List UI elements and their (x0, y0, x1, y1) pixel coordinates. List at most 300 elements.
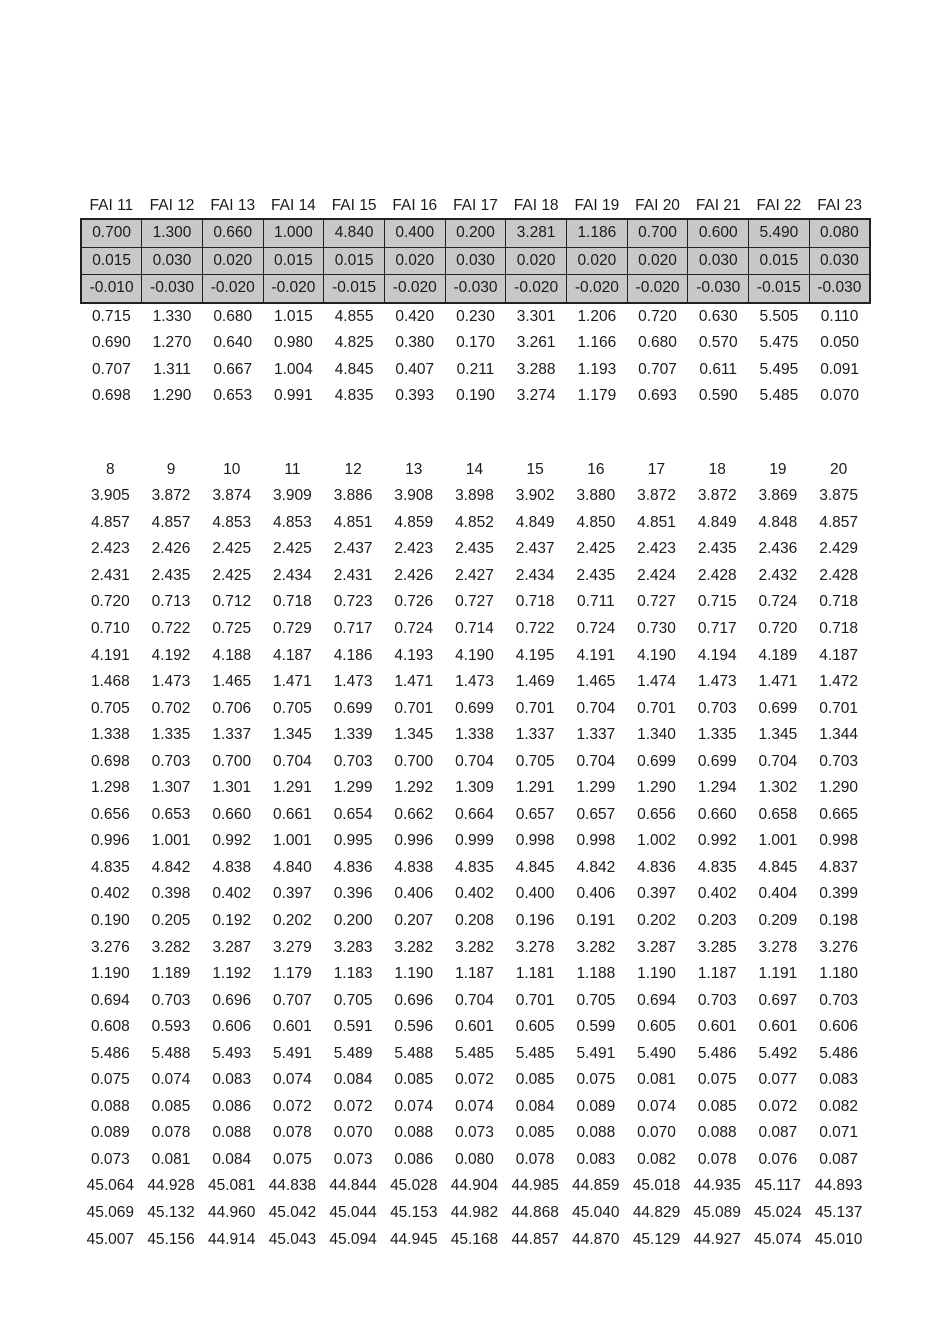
measurement-cell: 0.722 (515, 620, 555, 637)
measurement-cell: 0.198 (819, 912, 859, 930)
tolerance-cell: 1.193 (577, 360, 617, 378)
measurement-cell: 45.094 (329, 1230, 377, 1248)
measurement-row (80, 616, 869, 643)
tolerance-cell: 0.611 (699, 360, 738, 378)
measurement-cell: 0.078 (151, 1124, 191, 1142)
measurement-cell: 0.724 (758, 593, 798, 611)
measurement-cell: 45.018 (632, 1177, 681, 1195)
measurement-cell: 0.085 (151, 1097, 191, 1115)
measurement-cell: 3.278 (758, 938, 798, 956)
sample-column-header: 17 (647, 461, 666, 478)
measurement-cell: 0.606 (819, 1018, 859, 1036)
measurement-cell: 45.168 (450, 1230, 499, 1248)
measurement-cell: 1.339 (333, 726, 373, 744)
tolerance-cell: 0.393 (395, 387, 435, 405)
measurement-row (80, 908, 869, 935)
measurement-row (80, 1120, 869, 1147)
spec-limit-cell: 1.000 (263, 219, 324, 247)
spec-limit-cell: 0.700 (627, 219, 688, 247)
measurement-cell: 3.287 (637, 938, 676, 956)
measurement-cell: 0.200 (333, 912, 373, 930)
measurement-cell: 0.085 (394, 1071, 434, 1089)
tolerance-cell: 1.166 (577, 334, 617, 352)
measurement-cell: 4.852 (455, 513, 494, 531)
measurement-cell: 3.282 (576, 938, 616, 956)
fai-column-header: FAI 14 (271, 196, 316, 214)
tolerance-cell: 4.855 (334, 307, 374, 325)
measurement-cell: 0.699 (697, 752, 737, 770)
measurement-cell: 0.701 (515, 991, 555, 1009)
measurement-cell: 2.437 (333, 540, 373, 558)
fai-column-header: FAI 11 (89, 196, 134, 214)
measurement-cell: 0.996 (394, 832, 434, 850)
measurement-cell: 0.599 (576, 1018, 616, 1036)
measurement-cell: 1.183 (333, 965, 373, 983)
fai-column-header: FAI 21 (695, 196, 741, 214)
spec-limit-cell: 4.840 (324, 219, 385, 247)
measurement-cell: 44.985 (511, 1177, 559, 1195)
measurement-cell: 2.428 (697, 566, 737, 584)
measurement-cell: 44.935 (693, 1177, 741, 1195)
spec-limit-cell: 0.660 (202, 219, 263, 247)
measurement-cell: 0.703 (819, 991, 859, 1009)
tolerance-cell: 0.720 (638, 307, 677, 325)
measurement-cell: 45.044 (329, 1204, 377, 1222)
measurement-cell: 0.601 (758, 1018, 798, 1036)
measurement-cell: 1.188 (576, 965, 616, 983)
measurement-cell: 0.397 (273, 885, 312, 903)
measurement-row (80, 1040, 869, 1067)
spec-limit-row (81, 247, 870, 275)
measurement-cell: 4.837 (819, 858, 859, 876)
measurement-cell: 5.486 (90, 1044, 130, 1062)
measurement-cell: 2.429 (819, 540, 859, 558)
measurement-cell: 3.285 (697, 938, 737, 956)
measurement-cell: 44.844 (329, 1177, 377, 1195)
measurement-cell: 1.338 (90, 726, 130, 744)
spec-limit-cell: 0.020 (627, 247, 688, 275)
measurement-cell: 45.137 (814, 1204, 863, 1222)
spec-limits-table (80, 193, 871, 410)
tolerance-cell: 0.698 (91, 387, 131, 405)
measurement-cell: 0.086 (212, 1097, 252, 1115)
measurement-cell: 1.335 (697, 726, 737, 744)
measurement-cell: 0.070 (333, 1124, 373, 1142)
spec-limit-cell: -0.010 (81, 275, 142, 303)
spec-limit-cell: 0.020 (384, 247, 445, 275)
measurement-cell: 0.700 (394, 752, 434, 770)
measurement-cell: 1.473 (697, 673, 737, 691)
measurement-cell: 0.082 (819, 1097, 859, 1115)
measurement-cell: 0.605 (515, 1018, 555, 1036)
spec-limit-cell: -0.030 (142, 275, 203, 303)
measurement-cell: 1.294 (697, 779, 737, 797)
measurement-cell: 2.436 (758, 540, 798, 558)
measurement-cell: 0.074 (273, 1071, 312, 1089)
measurement-row (80, 483, 869, 510)
measurement-cell: 44.838 (268, 1177, 317, 1195)
measurement-cell: 0.202 (273, 912, 312, 930)
fai-column-header: FAI 18 (513, 196, 559, 214)
measurement-cell: 0.398 (151, 885, 191, 903)
spec-limit-cell: 0.020 (506, 247, 567, 275)
measurement-cell: 5.493 (212, 1044, 252, 1062)
measurement-cell: 2.431 (90, 566, 130, 584)
fai-column-header: FAI 19 (574, 196, 620, 214)
measurement-row (80, 987, 869, 1014)
measurement-cell: 0.727 (637, 593, 676, 611)
measurement-cell: 4.187 (273, 646, 312, 664)
measurement-cell: 0.704 (455, 991, 494, 1009)
measurement-cell: 1.181 (515, 965, 555, 983)
measurement-cell: 0.404 (758, 885, 798, 903)
spec-limit-cell: -0.020 (506, 275, 567, 303)
measurement-cell: 3.874 (212, 487, 252, 505)
measurement-cell: 3.282 (151, 938, 191, 956)
measurement-cell: 1.465 (576, 673, 616, 691)
sample-column-header: 13 (405, 461, 423, 478)
measurement-cell: 45.069 (86, 1204, 135, 1222)
spec-limit-cell: -0.020 (202, 275, 263, 303)
spec-limit-cell: 3.281 (506, 219, 567, 247)
measurement-cell: 2.425 (212, 566, 252, 584)
tolerance-cell: 0.407 (395, 360, 435, 378)
measurement-cell: 0.665 (819, 805, 859, 823)
measurement-cell: 3.279 (273, 938, 312, 956)
tolerance-cell: 0.707 (638, 360, 677, 378)
measurement-cell: 1.345 (273, 726, 312, 744)
measurement-cell: 1.469 (515, 673, 555, 691)
measurement-cell: 1.337 (515, 726, 555, 744)
measurement-cell: 4.840 (273, 858, 312, 876)
measurement-cell: 2.434 (273, 566, 312, 584)
measurement-cell: 1.473 (455, 673, 494, 691)
measurement-cell: 0.718 (273, 593, 312, 611)
measurement-cell: 0.705 (90, 699, 130, 717)
measurement-cell: 0.656 (90, 805, 130, 823)
fai-column-header: FAI 20 (635, 196, 680, 214)
measurement-cell: 1.187 (455, 965, 494, 983)
measurement-cell: 0.402 (697, 885, 737, 903)
measurement-cell: 0.071 (819, 1124, 859, 1142)
measurement-cell: 4.857 (151, 513, 191, 531)
measurement-cell: 0.696 (394, 991, 434, 1009)
measurement-cell: 0.718 (819, 593, 859, 611)
measurement-cell: 3.869 (758, 487, 798, 505)
measurement-cell: 3.908 (394, 487, 434, 505)
tolerance-cell: 3.274 (516, 387, 556, 405)
tolerance-row (81, 357, 870, 384)
measurement-row (80, 855, 869, 882)
measurement-cell: 0.083 (576, 1150, 616, 1168)
measurement-cell: 1.344 (819, 726, 859, 744)
sample-column-header: 15 (526, 461, 544, 478)
tolerance-cell: 4.845 (334, 360, 374, 378)
measurement-row (80, 563, 869, 590)
measurement-cell: 1.002 (637, 832, 676, 850)
spec-limit-cell: 0.020 (202, 247, 263, 275)
measurement-cell: 0.995 (333, 832, 373, 850)
measurement-cell: 1.299 (576, 779, 616, 797)
measurement-cell: 1.468 (90, 673, 130, 691)
measurement-cell: 0.088 (90, 1097, 130, 1115)
measurement-cell: 1.290 (819, 779, 859, 797)
measurement-cell: 0.705 (515, 752, 555, 770)
measurement-cell: 44.893 (814, 1177, 863, 1195)
measurement-row (80, 642, 869, 669)
measurement-cell: 2.425 (273, 540, 312, 558)
measurement-cell: 44.960 (208, 1204, 256, 1222)
spec-limit-cell: -0.030 (445, 275, 506, 303)
spec-limit-cell: 0.030 (445, 247, 506, 275)
measurement-cell: 5.488 (151, 1044, 191, 1062)
measurement-cell: 0.999 (455, 832, 494, 850)
sample-column-header: 12 (344, 461, 362, 478)
measurement-cell: 2.434 (515, 566, 555, 584)
measurement-cell: 0.704 (576, 699, 616, 717)
measurement-cell: 45.024 (754, 1204, 802, 1222)
measurement-cell: 4.857 (819, 513, 859, 531)
spec-limit-cell: 0.020 (567, 247, 628, 275)
tolerance-cell: 0.070 (820, 387, 859, 405)
measurement-cell: 0.205 (151, 912, 191, 930)
measurement-cell: 0.078 (273, 1124, 312, 1142)
measurement-row (80, 1067, 869, 1094)
measurement-cell: 0.087 (758, 1124, 798, 1142)
spec-limit-cell: 0.015 (263, 247, 324, 275)
measurement-cell: 4.842 (151, 858, 191, 876)
measurement-cell: 0.696 (212, 991, 252, 1009)
measurement-cell: 0.601 (273, 1018, 312, 1036)
measurement-cell: 5.489 (333, 1044, 373, 1062)
measurement-cell: 0.998 (515, 832, 555, 850)
measurement-cell: 0.717 (333, 620, 373, 637)
measurement-cell: 0.073 (90, 1150, 130, 1168)
measurement-cell: 5.490 (637, 1044, 676, 1062)
measurement-cell: 0.402 (90, 885, 130, 903)
sample-column-header: 14 (465, 461, 484, 478)
measurement-cell: 1.473 (151, 673, 191, 691)
sample-column-header: 9 (166, 461, 176, 478)
tolerance-cell: 0.190 (456, 387, 495, 405)
measurement-cell: 0.661 (273, 805, 312, 823)
spec-limit-cell: 0.700 (81, 219, 142, 247)
spec-limit-cell: -0.020 (627, 275, 688, 303)
measurement-cell: 1.292 (394, 779, 434, 797)
measurement-cell: 0.727 (455, 593, 494, 611)
measurement-cell: 45.129 (632, 1230, 681, 1248)
measurement-cell: 1.474 (637, 673, 676, 691)
measurement-cell: 1.190 (90, 965, 130, 983)
tolerance-cell: 0.991 (274, 387, 313, 405)
measurement-cell: 0.699 (758, 699, 798, 717)
data-header-row (80, 457, 869, 483)
measurement-cell: 0.086 (394, 1150, 434, 1168)
measurement-cell: 0.662 (394, 805, 434, 823)
measurement-cell: 4.187 (819, 646, 859, 664)
measurement-cell: 0.196 (515, 912, 555, 930)
measurement-cell: 3.898 (455, 487, 494, 505)
measurement-cell: 0.718 (515, 593, 555, 611)
measurement-cell: 4.189 (758, 646, 798, 664)
measurement-cell: 4.191 (576, 646, 616, 664)
measurement-cell: 0.714 (455, 620, 494, 637)
tolerance-cell: 0.707 (91, 360, 131, 378)
measurement-cell: 2.435 (697, 540, 737, 558)
measurement-row (80, 695, 869, 722)
measurement-cell: 0.077 (758, 1071, 798, 1089)
measurement-cell: 4.836 (333, 858, 373, 876)
measurement-cell: 0.192 (212, 912, 252, 930)
measurement-row (80, 775, 869, 802)
tolerance-cell: 0.050 (820, 334, 859, 352)
measurement-cell: 0.399 (819, 885, 859, 903)
measurement-cell: 4.849 (515, 513, 555, 531)
measurement-cell: 2.437 (515, 540, 555, 558)
measurement-cell: 0.075 (273, 1150, 312, 1168)
measurement-cell: 2.432 (758, 566, 798, 584)
measurement-cell: 0.701 (819, 699, 859, 717)
measurement-cell: 45.074 (754, 1230, 802, 1248)
measurement-cell: 3.278 (515, 938, 555, 956)
measurement-cell: 0.705 (576, 991, 616, 1009)
measurement-cell: 0.657 (576, 805, 616, 823)
measurement-cell: 2.425 (576, 540, 616, 558)
tolerance-cell: 0.380 (395, 334, 435, 352)
measurement-cell: 0.701 (394, 699, 434, 717)
measurement-cell: 3.872 (697, 487, 737, 505)
measurement-cell: 0.073 (455, 1124, 494, 1142)
measurement-cell: 0.998 (819, 832, 859, 850)
measurement-cell: 4.857 (90, 513, 130, 531)
measurement-cell: 0.400 (515, 885, 555, 903)
measurement-cell: 0.723 (333, 593, 373, 611)
measurement-cell: 0.084 (515, 1097, 555, 1115)
measurement-row (80, 589, 869, 616)
measurement-cell: 2.426 (394, 566, 434, 584)
measurement-cell: 1.190 (637, 965, 676, 983)
measurement-cell: 44.904 (450, 1177, 499, 1195)
measurement-cell: 1.290 (637, 779, 676, 797)
measurement-cell: 0.081 (637, 1071, 676, 1089)
measurement-cell: 0.713 (151, 593, 191, 611)
measurement-cell: 1.001 (758, 832, 798, 850)
spec-limit-cell: 0.030 (688, 247, 749, 275)
measurement-cell: 1.180 (819, 965, 859, 983)
measurement-cell: 3.875 (819, 487, 859, 505)
measurement-cell: 0.072 (333, 1097, 373, 1115)
measurement-row (80, 536, 869, 563)
measurement-cell: 4.850 (576, 513, 616, 531)
measurement-cell: 0.703 (151, 991, 191, 1009)
measurement-cell: 1.001 (151, 832, 191, 850)
spec-limit-cell: 0.015 (81, 247, 142, 275)
measurement-cell: 0.078 (515, 1150, 555, 1168)
measurement-cell: 0.088 (697, 1124, 737, 1142)
tolerance-cell: 0.693 (638, 387, 677, 405)
measurement-cell: 0.085 (515, 1124, 555, 1142)
measurement-cell: 0.699 (637, 752, 676, 770)
tolerance-cell: 1.004 (274, 360, 313, 378)
measurement-cell: 0.078 (697, 1150, 737, 1168)
measurement-cell: 0.730 (637, 620, 676, 637)
measurement-cell: 0.720 (758, 620, 798, 637)
fai-column-header: FAI 16 (392, 196, 438, 214)
spec-limit-cell: 0.600 (688, 219, 749, 247)
measurement-cell: 0.703 (151, 752, 191, 770)
measurement-cell: 0.087 (819, 1150, 859, 1168)
measurement-cell: 1.192 (212, 965, 252, 983)
measurement-cell: 0.088 (576, 1124, 616, 1142)
measurement-cell: 0.704 (455, 752, 494, 770)
measurement-cell: 0.606 (212, 1018, 252, 1036)
measurement-cell: 0.658 (758, 805, 798, 823)
measurement-cell: 2.423 (90, 540, 130, 558)
measurement-cell: 0.705 (273, 699, 312, 717)
measurement-cell: 1.179 (273, 965, 312, 983)
measurement-cell: 45.010 (814, 1230, 863, 1248)
measurement-cell: 0.706 (212, 699, 252, 717)
measurement-cell: 0.724 (576, 620, 616, 637)
measurement-cell: 0.726 (394, 593, 434, 611)
tolerance-cell: 1.179 (577, 387, 617, 405)
measurement-cell: 0.700 (212, 752, 252, 770)
tolerance-cell: 0.667 (213, 360, 253, 378)
spec-limit-cell: -0.020 (567, 275, 628, 303)
measurement-cell: 1.472 (819, 673, 859, 691)
measurement-cell: 0.710 (90, 620, 130, 637)
spec-limit-cell: -0.015 (749, 275, 810, 303)
measurement-cell: 0.694 (637, 991, 676, 1009)
tolerance-cell: 1.015 (274, 307, 313, 325)
measurement-cell: 5.488 (394, 1044, 434, 1062)
tolerance-cell: 0.211 (456, 360, 495, 378)
measurement-cell: 5.485 (515, 1044, 555, 1062)
measurement-cell: 0.406 (576, 885, 616, 903)
measurement-cell: 0.699 (455, 699, 494, 717)
measurement-cell: 4.851 (333, 513, 373, 531)
measurement-cell: 0.085 (697, 1097, 737, 1115)
fai-column-header: FAI 13 (210, 196, 256, 214)
measurement-cell: 1.471 (394, 673, 434, 691)
measurement-cell: 4.835 (697, 858, 737, 876)
measurement-cell: 0.593 (151, 1018, 191, 1036)
spec-limit-cell: 0.030 (809, 247, 870, 275)
measurement-cell: 3.282 (394, 938, 434, 956)
measurement-cell: 0.074 (394, 1097, 434, 1115)
measurement-cell: 5.492 (758, 1044, 798, 1062)
measurement-cell: 1.340 (637, 726, 676, 744)
measurement-cell: 0.703 (819, 752, 859, 770)
measurement-cell: 0.601 (697, 1018, 737, 1036)
tolerance-row (81, 330, 870, 357)
sample-column-header: 10 (223, 461, 241, 478)
spec-limit-cell: 1.300 (142, 219, 203, 247)
measurement-cell: 0.089 (90, 1124, 130, 1142)
measurement-cell: 4.195 (515, 646, 555, 664)
measurement-row (80, 669, 869, 696)
measurement-cell: 1.307 (151, 779, 191, 797)
measurement-cell: 5.491 (273, 1044, 312, 1062)
measurement-cell: 0.083 (212, 1071, 252, 1089)
measurement-cell: 1.190 (394, 965, 434, 983)
measurement-cell: 1.337 (576, 726, 616, 744)
tolerance-row (81, 303, 870, 331)
measurement-cell: 1.471 (758, 673, 798, 691)
measurement-cell: 0.072 (455, 1071, 494, 1089)
measurement-cell: 0.707 (273, 991, 312, 1009)
measurement-cell: 4.853 (212, 513, 252, 531)
